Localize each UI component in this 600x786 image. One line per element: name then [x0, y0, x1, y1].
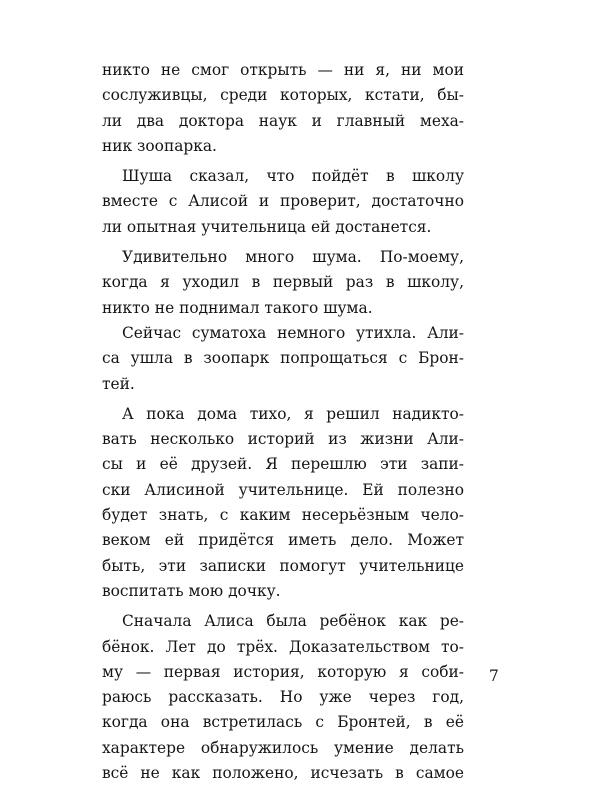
text-line: вместе с Алисой и проверит, достаточно: [102, 192, 464, 211]
text-line: тей.: [102, 374, 135, 393]
text-line: бёнок. Лет до трёх. Доказательством то-: [102, 637, 464, 656]
page-number: 7: [489, 667, 499, 685]
text-line: ски Алисиной учительнице. Ей полезно: [102, 480, 464, 499]
text-line: сослуживцы, среди которых, кстати, бы-: [102, 86, 464, 105]
text-line: ли два доктора наук и главный меха-: [102, 111, 464, 130]
text-line: Шуша сказал, что пойдёт в школу: [122, 167, 464, 186]
text-line: ли опытная учительница ей достанется.: [102, 217, 432, 236]
text-line: А пока дома тихо, я решил надикто-: [122, 404, 464, 423]
text-line: быть, эти записки помогут учительнице: [102, 556, 464, 575]
text-line: сы и её друзей. Я перешлю эти запи-: [102, 455, 464, 474]
text-line: ник зоопарка.: [102, 136, 217, 155]
text-line: веком ей придётся иметь дело. Может: [102, 531, 464, 550]
text-line: Сейчас суматоха немного утихла. Али-: [122, 323, 464, 342]
text-line: будет знать, с каким несерьёзным чело-: [102, 506, 464, 525]
text-line: воспитать мою дочку.: [102, 581, 281, 600]
text-line: Сначала Алиса была ребёнок как ре-: [122, 612, 464, 631]
text-line: когда она встретилась с Бронтей, в её: [102, 713, 464, 732]
text-line: Удивительно много шума. По-моему,: [122, 248, 464, 267]
text-line: никто не смог открыть — ни я, ни мои: [102, 61, 464, 79]
text-line: всё не как положено, исчезать в самое: [102, 764, 464, 783]
text-line: вать несколько историй из жизни Али-: [102, 430, 464, 449]
text-line: никто не поднимал такого шума.: [102, 298, 373, 317]
text-line: раюсь рассказать. Но уже через год,: [102, 688, 464, 707]
text-line: му — первая история, которую я соби-: [102, 662, 464, 681]
text-line: когда я уходил в первый раз в школу,: [102, 273, 464, 292]
text-line: характере обнаружилось умение делать: [102, 738, 464, 757]
text-line: са ушла в зоопарк попрощаться с Брон-: [102, 349, 464, 368]
body-text: [102, 58, 464, 786]
